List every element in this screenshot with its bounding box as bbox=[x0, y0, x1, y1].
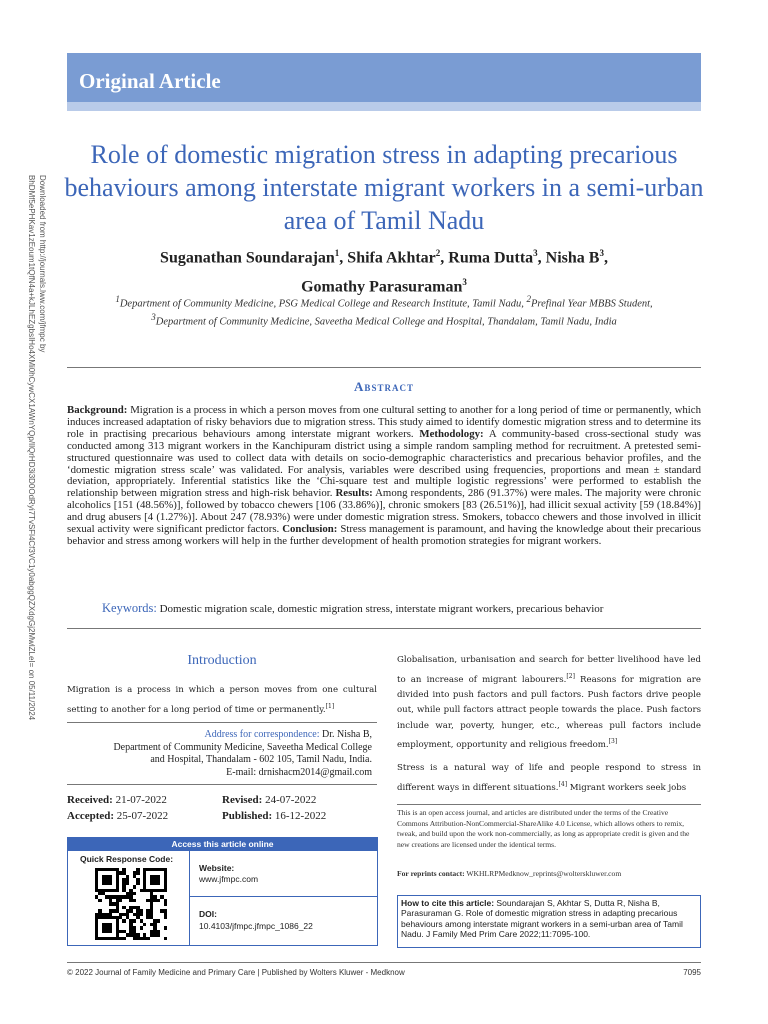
doi-link[interactable]: 10.4103/jfmpc.jfmpc_1086_22 bbox=[199, 921, 313, 931]
received-date: 21-07-2022 bbox=[115, 794, 167, 806]
affil-sup: 1 bbox=[115, 294, 120, 304]
qr-module bbox=[164, 937, 167, 940]
divider bbox=[67, 784, 377, 785]
correspondence-line: Department of Community Medicine, Saveetha Medical College bbox=[113, 741, 372, 753]
page-number: 7095 bbox=[683, 968, 701, 977]
website-label: Website: bbox=[199, 863, 235, 873]
affil-text: Department of Community Medicine, Saveetha Medical College and Hospital, Thandalam, Tamil Nadu, India bbox=[155, 316, 617, 327]
doi-label: DOI: bbox=[199, 909, 217, 919]
author-name: Gomathy Parasuraman bbox=[301, 278, 463, 296]
keywords bbox=[102, 601, 702, 616]
revised-date: 24-07-2022 bbox=[265, 794, 317, 806]
website-panel bbox=[189, 851, 377, 897]
author-sup: 3 bbox=[462, 277, 467, 288]
divider bbox=[67, 367, 701, 368]
body-paragraph bbox=[397, 653, 701, 754]
body-text: Globalisation, urbanisation and search for better livelihood have led to an increase of migrant labourers. bbox=[397, 655, 701, 685]
author-name: Suganathan Soundarajan bbox=[160, 249, 335, 267]
affil-sup: 2 bbox=[526, 294, 531, 304]
keywords-label: Keywords: bbox=[102, 601, 157, 615]
keywords-text: Domestic migration scale, domestic migration stress, interstate migrant workers, precarious behavior bbox=[159, 603, 604, 615]
abstract-results-label: Results: bbox=[335, 487, 373, 500]
abstract-conclusion: Stress management is paramount, and having the knowledge about their precarious behavior and stress among workers will help in the further development of health promotion strategies for migrant workers. bbox=[67, 523, 701, 547]
download-side-note bbox=[8, 175, 48, 735]
divider bbox=[397, 804, 701, 805]
divider bbox=[67, 722, 377, 723]
footer-copyright: © 2022 Journal of Family Medicine and Primary Care | Published by Wolters Kluwer - Medknow bbox=[67, 968, 405, 977]
body-paragraph bbox=[397, 761, 701, 796]
abstract-methodology-label: Methodology: bbox=[419, 427, 484, 440]
accepted-date: 25-07-2022 bbox=[116, 810, 169, 822]
abstract-body bbox=[67, 405, 701, 548]
reprints-label: For reprints contact: bbox=[397, 869, 465, 878]
article-type-banner bbox=[67, 53, 701, 111]
affil-text: Department of Community Medicine, PSG Medical College and Research Institute, Tamil Nadu, bbox=[119, 298, 527, 310]
article-type-label: Original Article bbox=[79, 69, 221, 93]
access-online-box bbox=[67, 837, 378, 946]
affiliations bbox=[60, 293, 708, 328]
access-header: Access this article online bbox=[68, 838, 377, 851]
author-name: Shifa Akhtar bbox=[347, 249, 436, 267]
qr-label: Quick Response Code: bbox=[80, 854, 174, 864]
affil-text: Prefinal Year MBBS Student, bbox=[530, 298, 653, 310]
correspondence-line: and Hospital, Thandalam - 602 105, Tamil Nadu, India. bbox=[150, 754, 372, 766]
published-date: 16-12-2022 bbox=[274, 810, 327, 822]
divider bbox=[67, 628, 701, 629]
introduction-heading: Introduction bbox=[187, 653, 257, 668]
received-label: Received: bbox=[67, 794, 113, 806]
published-label: Published: bbox=[222, 810, 273, 822]
divider bbox=[67, 962, 701, 963]
qr-code-icon[interactable] bbox=[95, 868, 167, 940]
author-sup: 3 bbox=[533, 248, 538, 258]
citation-ref[interactable]: [2] bbox=[566, 672, 575, 680]
intro-paragraph bbox=[67, 683, 377, 718]
article-dates bbox=[67, 792, 377, 824]
article-title: Role of domestic migration stress in adapting precarious behaviours among interstate migrant workers in a semi-urban area of Tamil Nadu bbox=[64, 140, 704, 235]
citation-ref[interactable]: [1] bbox=[325, 702, 335, 710]
author-list: Suganathan Soundarajan$^1$, Shifa Akhtar$^2$, Ruma Dutta$^3$, Nisha $B^3$, Gomathy Parasuraman$^3$ bbox=[160, 248, 608, 296]
author-name: Ruma Dutta bbox=[448, 249, 534, 267]
author-sup: 1 bbox=[334, 248, 340, 258]
revised-label: Revised: bbox=[222, 794, 263, 806]
author-sup: 3 bbox=[599, 248, 604, 258]
abstract-methodology: A community-based cross-sectional study was conducted among 313 migrant workers in the Kanchipuram district using a simple random sampling method for recruitment. A pretested semi-structured questionnaire was used to collect data with details on socio-demographic characteristics and precarious behavior profiles, and the ‘domestic migration stress scale’ was validated. For analysis, variables were described using frequencies, proportions and mean ± standard deviation, appropriately. Inferential statistics like the ‘Chi-square test and multiple logistic regressions’ were performed to establish the relationship between migration stress and high-risk behavior. bbox=[67, 427, 701, 500]
download-side-text: Downloaded from http://journals.lww.com/jfmpc by BhDMf5ePHKav1zEoum1tQfN4a+kJLhEZgbsIHo4XMi0hCywCX1AWnYQp/IlQrHD3i3D0OdRyi7TvSFl4Cf3VC1y0abggQZXdgGj2MwlZLeI= on 05/11/2024 bbox=[27, 175, 47, 721]
body-text: Reasons for migration are divided into push factors and pull factors. Push factors drive people out, while pull factors attract people towards the place. Push factors include war, poverty, hunger, etc., whereas pull factors include employment, opportunity and religious freedom. bbox=[397, 674, 701, 751]
doi-panel bbox=[189, 897, 377, 945]
citation-ref[interactable]: [3] bbox=[608, 738, 618, 746]
license-note: This is an open access journal, and articles are distributed under the terms of the Creative Commons Attribution-NonCommercial-ShareAlike 4.0 License, which allows others to remix, tweak, and build upon the work non-commercially, as long as appropriate credit is given and the new creations are licensed under the identical terms. bbox=[397, 808, 690, 849]
body-text: Stress is a natural way of life and people respond to stress in different ways in different situations. bbox=[397, 763, 701, 793]
body-text: Migrant workers seek jobs bbox=[567, 782, 687, 793]
reprints-email[interactable]: WKHLRPMedknow_reprints@wolterskluwer.com bbox=[466, 869, 622, 878]
abstract-conclusion-label: Conclusion: bbox=[282, 523, 338, 536]
citation-ref[interactable]: [4] bbox=[558, 780, 568, 788]
correspondence-block bbox=[80, 729, 372, 779]
cite-label: How to cite this article: bbox=[401, 898, 495, 908]
abstract-heading: Abstract bbox=[354, 379, 414, 394]
intro-text: Migration is a process in which a person moves from one cultural setting to another for a long period of time or permanently. bbox=[67, 685, 377, 715]
affil-sup: 3 bbox=[151, 311, 156, 322]
how-to-cite-box bbox=[397, 895, 701, 948]
abstract-background: Migration is a process in which a person moves from one cultural setting to another for a long period of time or permanently, which induces increased adaptation of risky behaviors due to migration stress. This study aimed to identify domestic migration stress and to determine its role in practising precarious behaviours among interstate migrant workers. bbox=[67, 404, 701, 440]
website-link[interactable]: www.jfmpc.com bbox=[199, 874, 259, 884]
correspondence-email[interactable]: E-mail: drnishacm2014@gmail.com bbox=[226, 766, 372, 778]
author-name: Nisha B bbox=[545, 249, 600, 267]
accepted-label: Accepted: bbox=[67, 810, 115, 822]
abstract-results: Among respondents, 286 (91.37%) were males. The majority were chronic alcoholics [151 (48.56%)], followed by tobacco chewers [106 (33.86%)], chronic smokers [83 (26.51%)], had illicit sexual activity [59 (18.84%)] and drug abusers [4 (1.27%)]. About 247 (78.93%) were under domestic migration stress. Smokers, tobacco chewers and those involved in illicit sexual activity were significant predictor factors. bbox=[67, 487, 701, 536]
page-footer bbox=[67, 968, 701, 977]
author-sup: 2 bbox=[435, 248, 441, 258]
cite-text: Soundarajan S, Akhtar S, Dutta R, Nisha B, Parasuraman G. Role of domestic migration stress in adapting precarious behaviours among interstate migrant workers in a semi-urban area of Tamil Nadu. J Family Med Prim Care 2022;11:7095-100. bbox=[401, 898, 683, 939]
correspondence-label: Address for correspondence: bbox=[204, 729, 320, 740]
reprints-note bbox=[397, 869, 701, 878]
correspondence-name: Dr. Nisha B, bbox=[322, 729, 372, 740]
banner-stripe bbox=[67, 102, 701, 111]
abstract-background-label: Background: bbox=[67, 404, 128, 416]
qr-panel bbox=[68, 851, 190, 945]
